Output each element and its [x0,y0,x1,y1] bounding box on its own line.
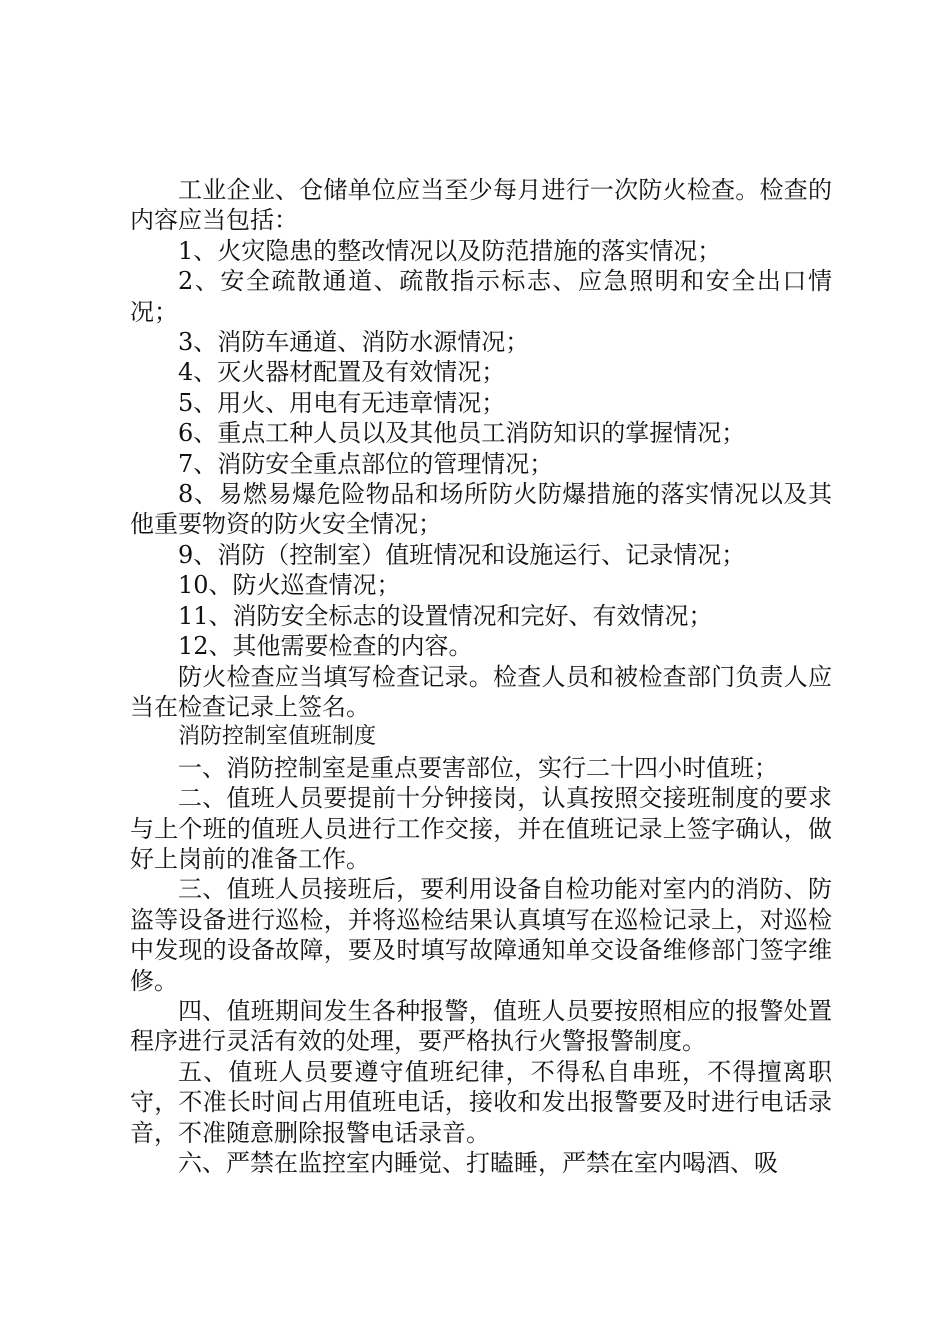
paragraph-inspection-intro: 工业企业、仓储单位应当至少每月进行一次防火检查。检查的内容应当包括： [130,176,832,235]
duty-rule-5: 五、值班人员要遵守值班纪律，不得私自串班，不得擅离职守，不准长时间占用值班电话，接收和发出报警要及时进行电话录音，不准随意删除报警电话录音。 [130,1057,832,1147]
list-item-8: 8、易燃易爆危险物品和场所防火防爆措施的落实情况以及其他重要物资的防火安全情况； [130,480,832,539]
list-item-1: 1、火灾隐患的整改情况以及防范措施的落实情况； [178,236,722,265]
list-item-10: 10、防火巡查情况； [178,571,401,600]
duty-rule-1: 一、消防控制室是重点要害部位，实行二十四小时值班； [178,753,778,782]
list-item-3: 3、消防车通道、消防水源情况； [178,328,530,357]
duty-rule-3: 三、值班人员接班后，要利用设备自检功能对室内的消防、防盗等设备进行巡检，并将巡检结果认真填写在巡检记录上，对巡检中发现的设备故障，要及时填写故障通知单交设备维修部门签字维修。 [130,875,832,995]
list-item-11: 11、消防安全标志的设置情况和完好、有效情况； [178,601,713,630]
list-item-5: 5、用火、用电有无违章情况； [178,388,506,417]
list-item-7: 7、消防安全重点部位的管理情况； [178,449,554,478]
list-item-2: 2、安全疏散通道、疏散指示标志、应急照明和安全出口情况； [130,267,832,326]
list-item-6: 6、重点工种人员以及其他员工消防知识的掌握情况； [178,419,746,448]
section-heading-duty-system: 消防控制室值班制度 [178,724,377,750]
list-item-4: 4、灭火器材配置及有效情况； [178,358,506,387]
duty-rule-2: 二、值班人员要提前十分钟接岗，认真按照交接班制度的要求与上个班的值班人员进行工作交接，并在值班记录上签字确认，做好上岗前的准备工作。 [130,784,832,873]
document-body [130,175,832,1178]
list-item-9: 9、消防（控制室）值班情况和设施运行、记录情况； [178,540,746,569]
list-item-12: 12、其他需要检查的内容。 [178,632,473,661]
duty-rule-4: 四、值班期间发生各种报警，值班人员要按照相应的报警处置程序进行灵活有效的处理，要严格执行火警报警制度。 [130,996,832,1056]
paragraph-inspection-record: 防火检查应当填写检查记录。检查人员和被检查部门负责人应当在检查记录上签名。 [130,662,832,721]
duty-rule-6: 六、严禁在监控室内睡觉、打瞌睡，严禁在室内喝酒、吸 [178,1149,778,1177]
